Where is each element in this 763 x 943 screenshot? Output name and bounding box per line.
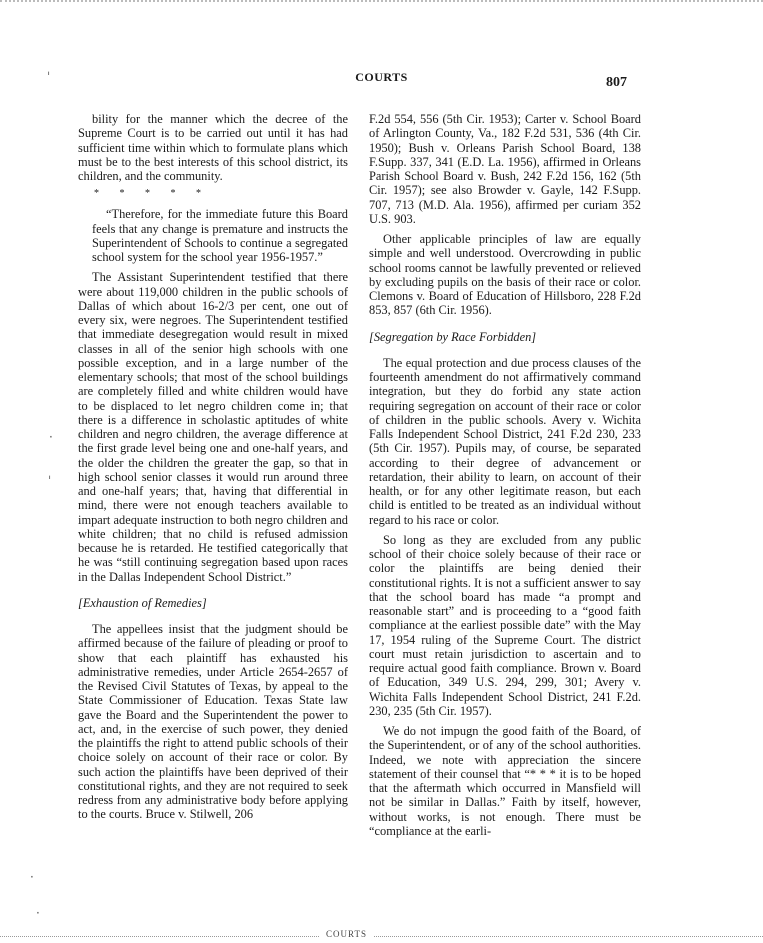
paragraph: bility for the manner which the decree of the Supreme Court is to be carried out until it has had sufficient time within which to formulate plans which must be to the best interests of this school district, its children, and the community. <box>78 112 348 183</box>
scan-speck: ˈ <box>48 474 52 488</box>
block-quote: “Therefore, for the immediate future this Board feels that any change is premature and instructs the Superintendent of Schools to continue a segregated school system for the school year 1956-1957.” <box>92 207 348 264</box>
right-column <box>369 112 641 844</box>
top-border <box>0 0 763 2</box>
bottom-label: COURTS <box>320 929 373 939</box>
scan-speck: · <box>49 430 53 444</box>
bottom-border <box>0 936 763 937</box>
paragraph: The appellees insist that the judgment should be affirmed because of the failure of pleading or proof to show that each plaintiff has exhausted his administrative remedies, under Article 2654-2657 of the Revised Civil Statutes of Texas, by appeal to the State Commissioner of Education. Texas State law gave the Board and the Superintendent the power to act, and, in the exercise of such power, they denied the plaintiffs the right to attend public schools of their choice solely on account of their race or color. By such action the plaintiffs have been deprived of their constitutional rights, and they are not required to seek redress from any administrative body before applying to the courts. Bruce v. Stilwell, 206 <box>78 622 348 822</box>
paragraph-continued: F.2d 554, 556 (5th Cir. 1953); Carter v. School Board of Arlington County, Va., 182 F.2d 531, 536 (4th Cir. 1950); Bush v. Orleans Parish School Board, 138 F.Supp. 337, 341 (E.D. La. 1956), affirmed in Orleans Parish School Board v. Bush, 242 F.2d 156, 162 (5th Cir. 1957); see also Browder v. Gayle, 142 F.Supp. 707, 713 (M.D. Ala. 1956), affirmed per curiam 352 U.S. 903. <box>369 112 641 226</box>
paragraph: Other applicable principles of law are equally simple and well understood. Overcrowding in public school rooms cannot be lawfully prevented or relieved by excluding pupils on the basis of their race or color. Clemons v. Board of Education of Hillsboro, 228 F.2d 853, 857 (6th Cir. 1956). <box>369 232 641 318</box>
section-heading: [Segregation by Race Forbidden] <box>369 329 537 344</box>
section-heading: [Exhaustion of Remedies] <box>78 595 207 610</box>
paragraph: We do not impugn the good faith of the Board, of the Superintendent, or of any of the school authorities. Indeed, we note with appreciation the sincere statement of their counsel that “* * * it is to be hoped that the aftermath which occurred in Mansfield will not be similar in Dallas.” Faith by itself, however, without works, is not enough. There must be “compliance at the earli- <box>369 724 641 838</box>
ellipsis-stars: * * * * * <box>94 188 210 200</box>
scan-speck: · <box>36 906 40 920</box>
scan-speck: ˈ <box>47 70 51 84</box>
paragraph: The equal protection and due process clauses of the fourteenth amendment do not affirmatively command integration, but they do forbid any state action requiring segregation on account of their race or color of children in the public schools. Avery v. Wichita Falls Independent School District, 241 F.2d 230, 233 (5th Cir. 1957). Pupils may, of course, be separated according to their degree of advancement or retardation, their ability to learn, on account of their health, or for any other legitimate reason, but each child is entitled to be treated as an individual without regard to his race or color. <box>369 355 641 527</box>
paragraph: So long as they are excluded from any public school of their choice solely because of their race or color the plaintiffs are being denied their constitutional rights. It is not a sufficient answer to say that the school board has made “a prompt and reasonable start” and is proceeding to a “good faith compliance at the earliest possible date” with the May 17, 1954 ruling of the Supreme Court. The district court must retain jurisdiction to ascertain and to require actual good faith compliance. Brown v. Board of Education, 349 U.S. 294, 299, 301; Avery v. Wichita Falls Independent School District, 241 F.2d. 230, 235 (5th Cir. 1957). <box>369 532 641 718</box>
paragraph: The Assistant Superintendent testified that there were about 119,000 children in the public schools of Dallas of which about 16-2/3 per cent, one out of every six, were negroes. The Superintendent testified that immediate desegregation would result in mixed classes in all of the senior high schools with one possible exception, and in a large number of the elementary schools; that most of the school buildings are completely filled and white children would have to be displaced to let negro children come in; that there is a difference in scholastic aptitudes of white children and negro children, the average difference at the first grade level being one and one-half years, and the older the children the greater the gap, so that in high school senior classes it would run around three and one-half years; that, having that differential in mind, there were not enough teachers available to impart adequate instruction to both negro children and white children; that no child is refused admission because he is retarded. He testified categorically that he was “still continuing segregation based upon races in the Dallas Independent School District.” <box>78 270 348 584</box>
left-column <box>78 112 348 828</box>
page-number: 807 <box>606 75 627 90</box>
scan-speck: · <box>30 870 34 884</box>
running-head: COURTS <box>355 70 408 84</box>
